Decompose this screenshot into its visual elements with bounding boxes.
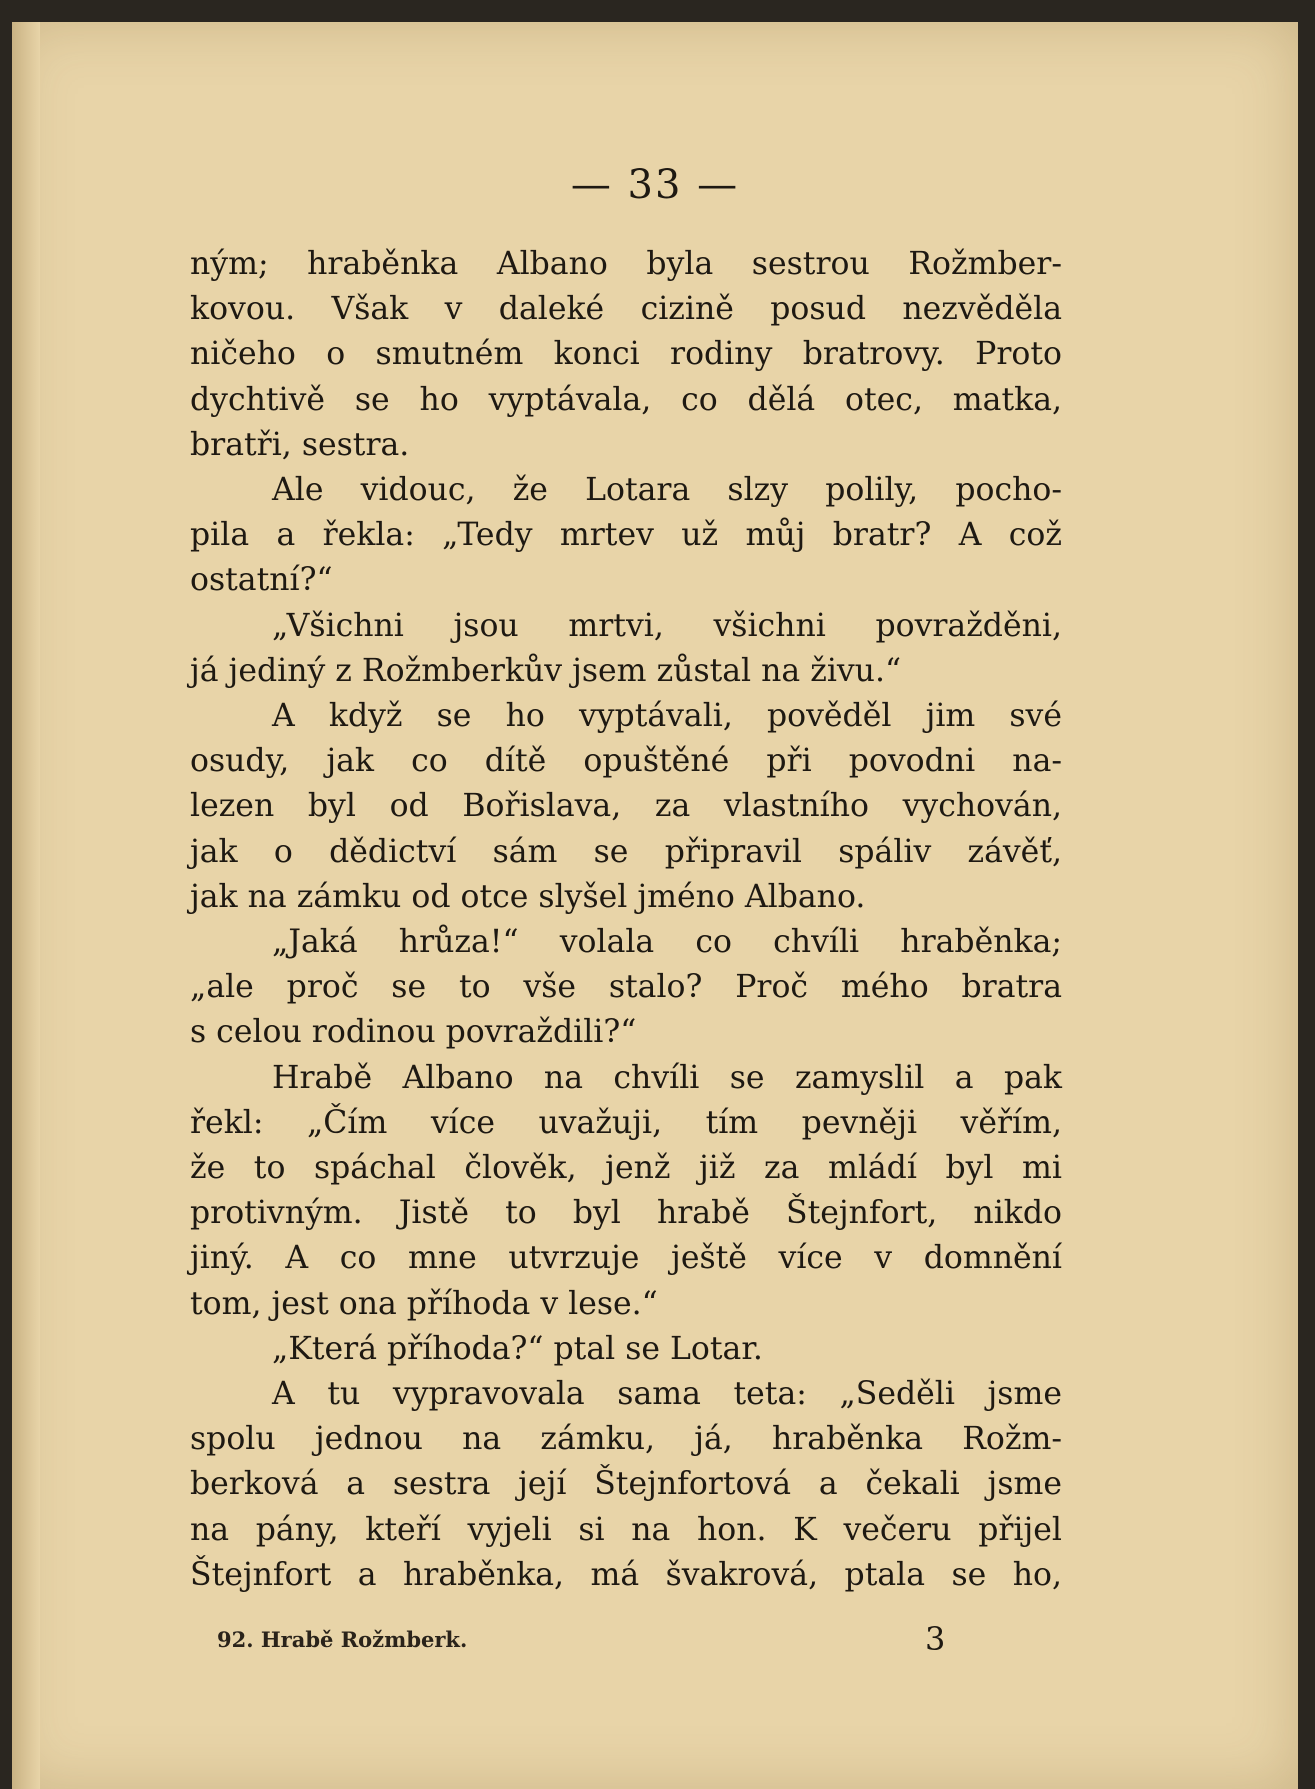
text-line: „Která příhoda?“ ptal se Lotar. xyxy=(272,1330,763,1367)
text-line: lezen byl od Bořislava, za vlastního vychován, xyxy=(190,788,1062,825)
text-line: že to spáchal člověk, jenž již za mládí byl mi xyxy=(190,1150,1062,1187)
footer-sheet-number: 3 xyxy=(925,1620,946,1658)
footer-signature: 92. Hrabě Rožmberk. xyxy=(217,1627,468,1652)
text-line: kovou. Však v daleké cizině posud nezvěděla xyxy=(190,291,1062,328)
text-line: dychtivě se ho vyptávala, co dělá otec, matka, xyxy=(190,381,1062,418)
text-line: Štejnfort a hraběnka, má švakrová, ptala se ho, xyxy=(190,1556,1062,1593)
text-line: Hrabě Albano na chvíli se zamyslil a pak xyxy=(272,1059,1062,1096)
page-spine-shadow xyxy=(12,22,40,1789)
text-line: A když se ho vyptávali, pověděl jim své xyxy=(272,698,1062,735)
text-line: spolu jednou na zámku, já, hraběnka Rožm- xyxy=(190,1421,1062,1458)
page-number-header: — 33 — xyxy=(570,162,740,208)
book-page xyxy=(12,22,1298,1789)
text-line: „Všichni jsou mrtvi, všichni povražděni, xyxy=(272,607,1062,644)
text-line: jak na zámku od otce slyšel jméno Albano. xyxy=(190,878,866,915)
text-line: řekl: „Čím více uvažuji, tím pevněji věřím, xyxy=(190,1104,1062,1141)
text-line: ostatní?“ xyxy=(190,562,333,599)
text-line: „Jaká hrůza!“ volala co chvíli hraběnka; xyxy=(272,924,1062,961)
text-line: pila a řekla: „Tedy mrtev už můj bratr? A což xyxy=(190,517,1062,554)
text-line: jiný. A co mne utvrzuje ještě více v domnění xyxy=(190,1240,1062,1277)
text-line: s celou rodinou povraždili?“ xyxy=(190,1014,637,1051)
text-line: jak o dědictví sám se připravil spáliv závěť, xyxy=(190,833,1062,870)
text-line: bratři, sestra. xyxy=(190,426,410,463)
text-line: tom, jest ona příhoda v lese.“ xyxy=(190,1285,658,1322)
body-text xyxy=(190,242,1062,1598)
text-line: na pány, kteří vyjeli si na hon. K večeru přijel xyxy=(190,1511,1062,1548)
text-line: A tu vypravovala sama teta: „Seděli jsme xyxy=(272,1376,1062,1413)
text-line: já jediný z Rožmberkův jsem zůstal na živu.“ xyxy=(190,652,902,689)
text-line: berková a sestra její Štejnfortová a čekali jsme xyxy=(190,1466,1062,1503)
text-line: ničeho o smutném konci rodiny bratrovy. Proto xyxy=(190,336,1062,373)
text-line: protivným. Jistě to byl hrabě Štejnfort, nikdo xyxy=(190,1195,1062,1232)
text-line: Ale vidouc, že Lotara slzy polily, pocho- xyxy=(272,472,1062,509)
text-line: ným; hraběnka Albano byla sestrou Rožmber- xyxy=(190,246,1062,282)
text-line: osudy, jak co dítě opuštěné při povodni na- xyxy=(190,743,1062,780)
text-line: „ale proč se to vše stalo? Proč mého bratra xyxy=(190,969,1062,1006)
